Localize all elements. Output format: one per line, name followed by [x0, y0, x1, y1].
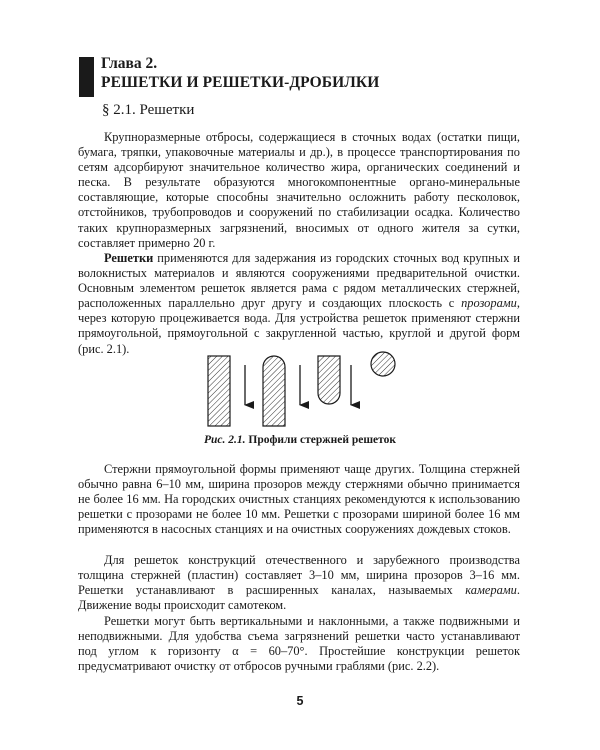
- paragraph-4: [78, 553, 520, 613]
- paragraph-5: [78, 614, 520, 674]
- chapter-title: РЕШЕТКИ И РЕШЕТКИ-ДРОБИЛКИ: [101, 74, 380, 91]
- paragraph-3: [78, 462, 520, 537]
- profile-rounded-bottom: [318, 356, 340, 404]
- paragraph-2-text-a: применяются для задержания из городских сточных вод крупных и волокнистых материалов и являются сооружениями предварительной очистки. Основным элементом решеток является рама с рядом металлических стержней, расположенных параллельно друг другу и создающих плоскость с: [78, 251, 520, 311]
- profile-rounded-top: [263, 356, 285, 426]
- paragraph-2: [78, 251, 520, 357]
- figure-caption-label: Рис. 2.1.: [203, 434, 246, 446]
- page-number: 5: [296, 694, 304, 708]
- term-kamery: камерами: [465, 583, 517, 598]
- paragraph-3-text: Стержни прямоугольной формы применяют чаще других. Толщина стержней обычно равна 6–10 мм, ширина прозоров между стержнями обычно принимается не более 16 мм. На городских очистных станциях рекомендуются к использованию решетки с прозорами не более 10 мм. Решетки с прозорами шириной более 16 мм применяются в насосных станциях и на очистных сооружениях дождевых стоков.: [78, 462, 520, 537]
- paragraph-1: [78, 130, 520, 251]
- section-title: § 2.1. Решетки: [102, 102, 195, 118]
- chapter-marker-block: [79, 57, 94, 97]
- figure-bar-profiles: [200, 350, 400, 430]
- term-reshetki: Решетки: [104, 251, 154, 265]
- figure-caption-text: Профили стержней решеток: [248, 434, 397, 446]
- profile-round: [371, 352, 395, 376]
- paragraph-1-text: Крупноразмерные отбросы, содержащиеся в сточных водах (остатки пищи, бумага, тряпки, упаковочные материалы и др.), в процессе транспортирования по сетям адсорбируют значительное количество жира, органических соединений и песка. В результате образуются многокомпонентные органо-минеральные составляющие, которые способны значительно осложнить работу песколовок, отстойников, трубопроводов и сооружений по стабилизации осадка. Количество таких крупноразмерных загрязнений, вносимых от одного жителя за сутки, составляет примерно 20 г.: [78, 130, 520, 250]
- profile-rectangular: [208, 356, 230, 426]
- paragraph-4-text-b: . Движение воды происходит самотеком.: [78, 583, 520, 613]
- paragraph-2-text-b: , через которую процеживается вода. Для устройства решеток применяют стержни прямоугольной, прямоугольной с закругленной частью, круглой и другой форм (рис. 2.1).: [78, 296, 520, 356]
- paragraph-4-text-a: Для решеток конструкций отечественного и зарубежного производства толщина стержней (пластин) составляет 3–10 мм, ширина прозоров 3–16 мм. Решетки устанавливают в расширенных каналах, называемых: [78, 553, 520, 598]
- chapter-number: Глава 2.: [101, 55, 158, 72]
- term-prozory: прозорами: [461, 296, 517, 311]
- paragraph-5-text: Решетки могут быть вертикальными и наклонными, а также подвижными и неподвижными. Для удобства съема загрязнений решетки часто устанавливают под углом к горизонту α = 60–70°. Простейшие конструкции решеток предусматривают очистку от отбросов ручными граблями (рис. 2.2).: [78, 614, 520, 674]
- figure-caption: [0, 434, 600, 446]
